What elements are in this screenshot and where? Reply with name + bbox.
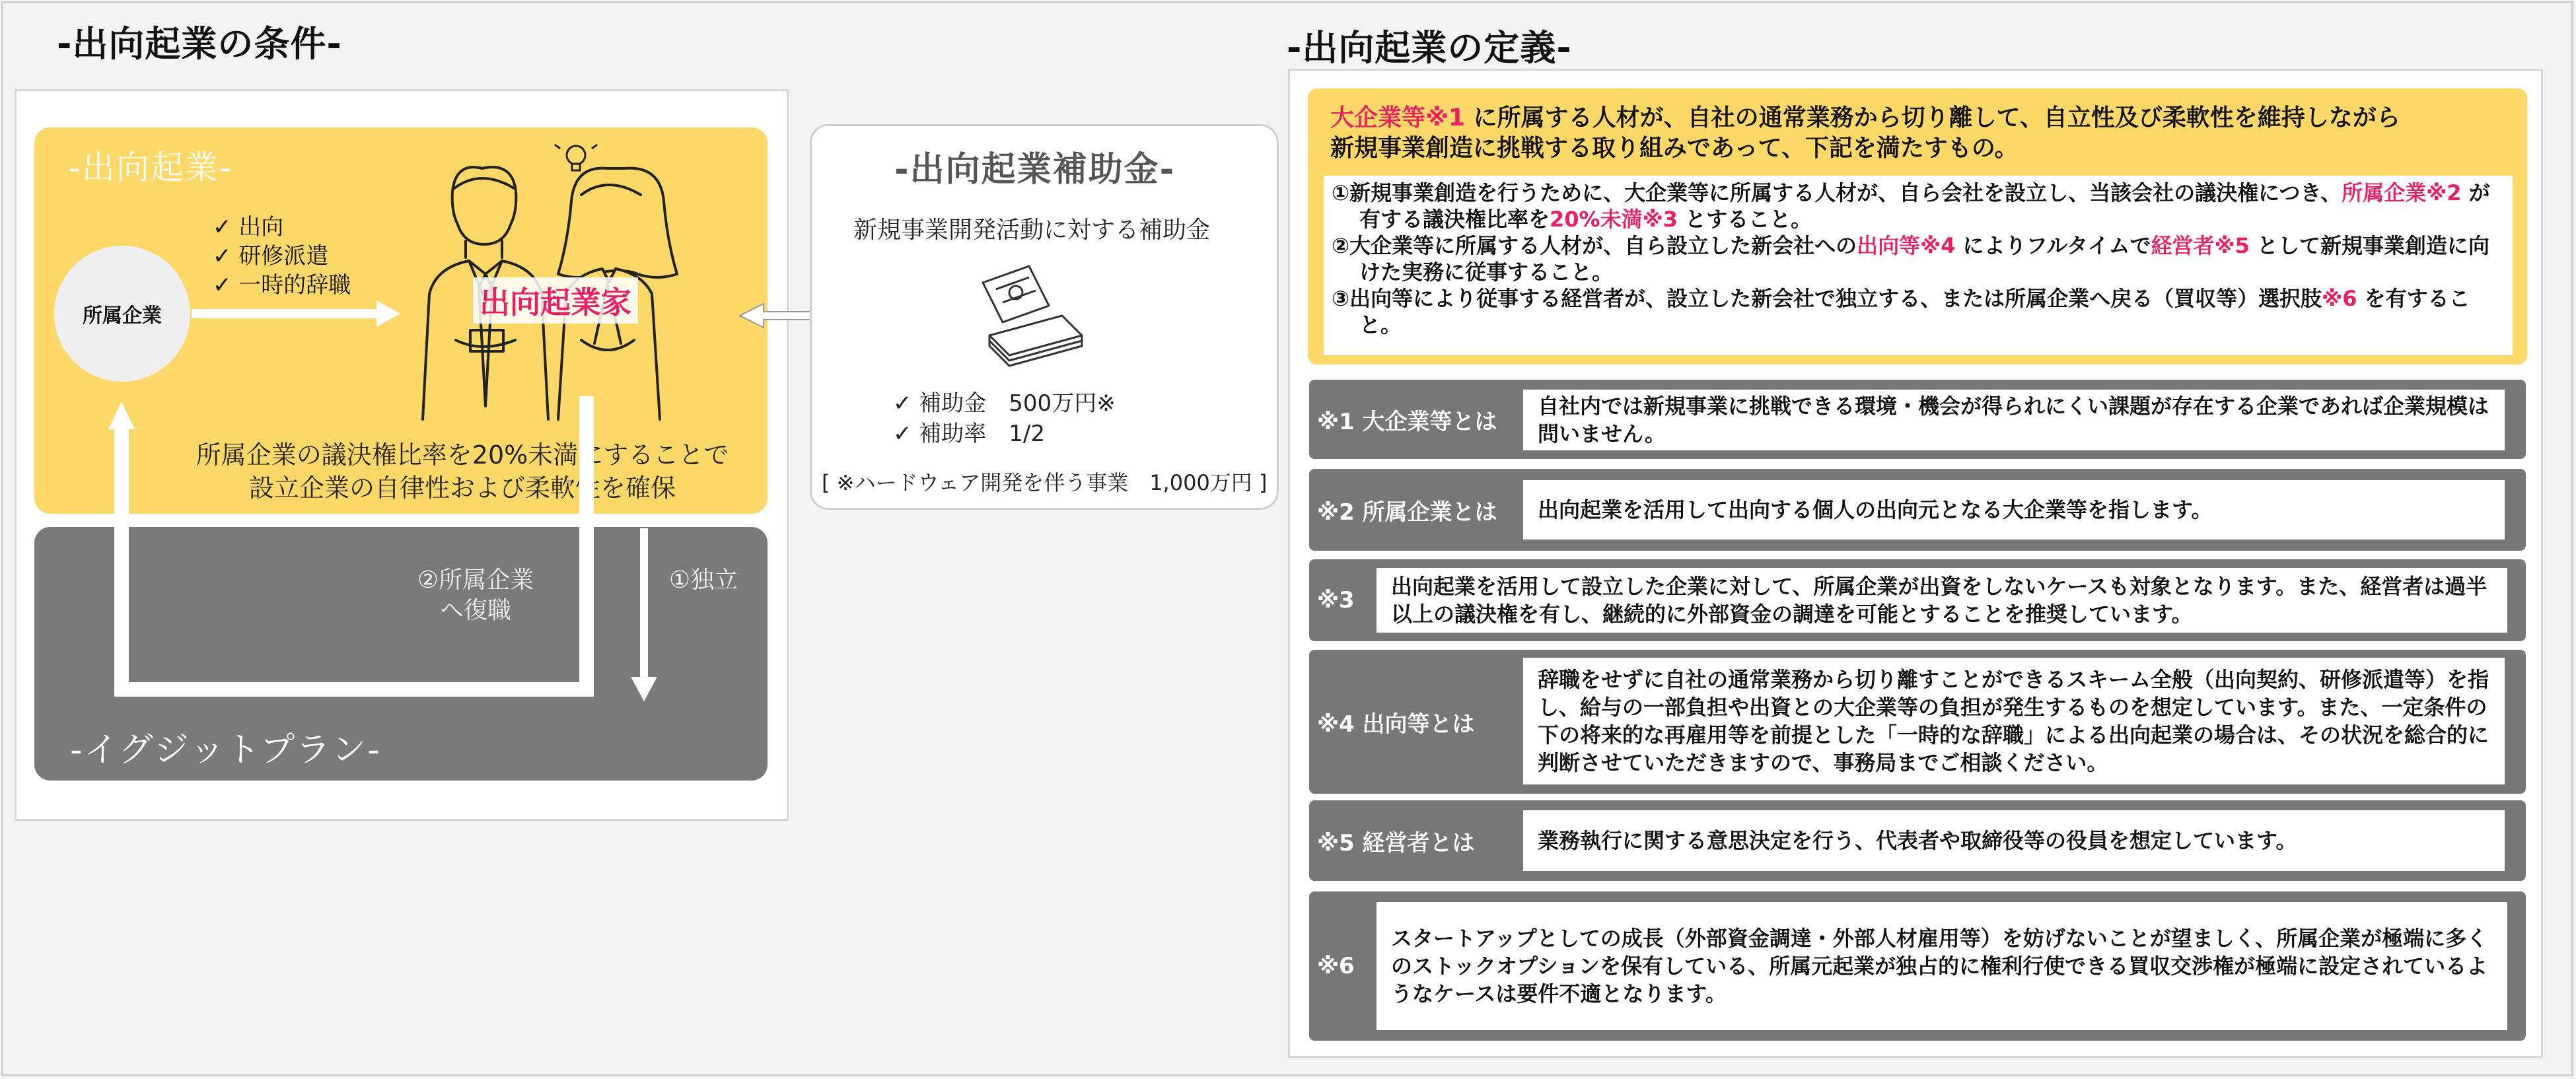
- voting-condition-line1: 所属企業の議決権比率を20%未満にすることで: [196, 440, 729, 470]
- subsidy-amount: ✓ 補助金 500万円※: [893, 390, 1116, 417]
- right-section-title: -出向起業の定義-: [1287, 27, 1572, 69]
- condition-item-3: ③出向等により従事する経営者が、設立した新会社で独立する、または所属企業へ戻る（買収等）選択肢※6 を有すること。: [1332, 286, 2470, 337]
- note-label: ※3: [1317, 587, 1355, 613]
- method-item: ✓ 研修派遣: [213, 243, 329, 269]
- parent-company-label: 所属企業: [83, 304, 162, 328]
- independent-label: ①独立: [668, 567, 738, 594]
- note-body: 辞職をせずに自社の通常業務から切り離すことができるスキーム全般（出向契約、研修派遣等）を指し、給与の一部負担や出資との大企業等の負担が発生するものを想定しています。また、一定条件の下の将来的な再雇用等を前提とした「一時的な辞職」による出向起業の場合は、その状況を総合的に判断させていただきますので、事務局までご相談ください。: [1523, 658, 2505, 784]
- note-body: 自社内では新規事業に挑戦できる環境・機会が得られにくい課題が存在する企業であれば企業規模は問いません。: [1523, 390, 2505, 450]
- return-label-line2: へ復職: [439, 597, 511, 624]
- money-icon: [976, 263, 1089, 368]
- return-label: [410, 565, 542, 626]
- dispatch-arrow: [192, 300, 403, 327]
- condition-item-2: ②大企業等に所属する人材が、自ら設立した新会社への出向等※4 によりフルタイムで経営者※5 として新規事業創造に向けた実務に従事すること。: [1332, 233, 2489, 285]
- note-label: ※1 大企業等とは: [1317, 408, 1497, 435]
- note-label: ※5 経営者とは: [1317, 829, 1475, 856]
- note-label: ※6: [1317, 953, 1355, 979]
- method-item: ✓ 一時的辞職: [213, 272, 351, 298]
- note-label: ※4 出向等とは: [1317, 711, 1475, 738]
- exit-plan-title: -イグジットプラン-: [70, 730, 381, 770]
- parent-company-circle: [54, 246, 190, 382]
- independent-arrow: [631, 528, 657, 707]
- subsidy-rate: ✓ 補助率 1/2: [893, 421, 1046, 447]
- shukko-kigyo-title: -出向起業-: [69, 149, 233, 187]
- method-item: ✓ 出向: [213, 214, 284, 240]
- subsidy-title: -出向起業補助金-: [894, 150, 1176, 190]
- definition-conditions: [1324, 176, 2513, 355]
- definition-heading-line2: 新規事業創造に挑戦する取り組みであって、下記を満たすもの。: [1330, 135, 2019, 162]
- founder-label: 出向起業家: [473, 277, 638, 324]
- return-label-line1: ②所属企業: [417, 567, 534, 594]
- return-path-arrow: [106, 396, 608, 700]
- subsidy-hardware-note: [ ※ハードウェア開発を伴う事業 1,000万円 ]: [822, 470, 1268, 495]
- subsidy-description: 新規事業開発活動に対する補助金: [853, 217, 1211, 244]
- note-body: 出向起業を活用して出向する個人の出向元となる大企業等を指します。: [1523, 480, 2505, 540]
- subsidy-details: [893, 388, 1116, 449]
- definition-heading-pink: 大企業等※1: [1330, 104, 1466, 131]
- dispatch-methods: [213, 213, 351, 300]
- note-label: ※2 所属企業とは: [1317, 499, 1497, 526]
- note-body: スタートアップとしての成長（外部資金調達・外部人材雇用等）を妨げないことが望ましく、所属企業が極端に多くのストックオプションを保有している、所属元起業が独占的に権利行使できる買収交渉権が極端に設定されているようなケースは要件不適となります。: [1377, 902, 2507, 1030]
- definition-heading-rest: に所属する人材が、自社の通常業務から切り離して、自立性及び柔軟性を維持しながら: [1465, 104, 2400, 131]
- note-body: 業務執行に関する意思決定を行う、代表者や取締役等の役員を想定しています。: [1523, 810, 2505, 871]
- note-body: 出向起業を活用して設立した企業に対して、所属企業が出資をしないケースも対象となります。また、経営者は過半以上の議決権を有し、継続的に外部資金の調達を可能とすることを推奨しています。: [1377, 568, 2507, 633]
- condition-item-1: ①新規事業創造を行うために、大企業等に所属する人材が、自ら会社を設立し、当該会社の議決権につき、所属企業※2 が有する議決権比率を20%未満※3 とすること。: [1332, 180, 2490, 232]
- definition-heading: [1330, 103, 2513, 164]
- voting-condition-line2: 設立企業の自律性および柔軟性を確保: [248, 473, 676, 503]
- left-section-title: -出向起業の条件-: [57, 23, 342, 65]
